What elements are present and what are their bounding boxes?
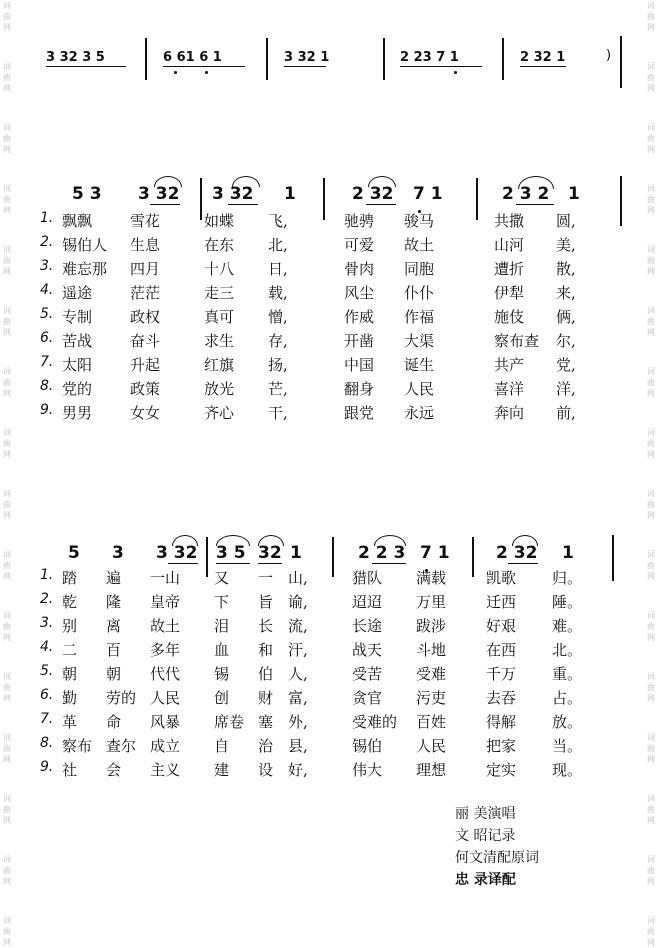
intro-measure-1: 3 32 3 5: [46, 50, 105, 65]
watermark-text: 词曲网: [3, 489, 11, 520]
lyric-segment: 诞生: [404, 356, 435, 374]
lyric-segment: 难忘那: [62, 260, 108, 278]
lyric-segment: 一山: [150, 569, 181, 587]
watermark-text: 词曲网: [647, 123, 655, 154]
lyric-segment: 求生: [204, 332, 235, 350]
lyric-segment: 作福: [404, 308, 435, 326]
low-dot: [174, 71, 177, 74]
lyric-segment: 来,: [556, 284, 576, 302]
lyric-segment: 存,: [268, 332, 288, 350]
lyric-segment: 飞,: [268, 212, 288, 230]
lyric-segment: 山河: [494, 236, 525, 254]
watermark-text: 词曲网: [647, 428, 655, 459]
lyric-segment: 自: [214, 737, 230, 755]
note-group: 7 1: [420, 543, 450, 563]
barline: [200, 178, 202, 220]
note-group: 3 32: [138, 184, 180, 204]
verse-number: 3.: [40, 615, 54, 631]
lyric-segment: 可爱: [344, 236, 375, 254]
lyric-segment: 占。: [552, 689, 583, 707]
lyric-segment: 凯歌: [486, 569, 517, 587]
lyric-segment: 故土: [404, 236, 435, 254]
intro-end-mark: ): [606, 48, 612, 63]
beam: [400, 66, 482, 67]
lyric-segment: 洋,: [556, 380, 576, 398]
lyric-segment: 受难的: [352, 713, 398, 731]
lyric-segment: 现。: [552, 761, 583, 779]
lyric-segment: 风尘: [344, 284, 375, 302]
barline: [620, 36, 622, 88]
barline: [502, 38, 504, 80]
watermark-text: 词曲网: [647, 245, 655, 276]
note-group: 2 32: [352, 184, 394, 204]
lyric-segment: 受难: [416, 665, 447, 683]
slur: [518, 176, 554, 189]
watermark-text: 词曲网: [3, 794, 11, 825]
lyric-segment: 好,: [288, 761, 308, 779]
beam: [228, 204, 258, 205]
watermark-text: 词曲网: [647, 550, 655, 581]
lyric-segment: 劳的: [106, 689, 137, 707]
barline: [323, 178, 325, 220]
watermark-text: 词曲网: [647, 672, 655, 703]
credits: [455, 803, 645, 891]
verse-number: 8.: [40, 378, 54, 394]
lyric-segment: 翻身: [344, 380, 375, 398]
lyric-segment: 二: [62, 641, 78, 659]
verse-number: 8.: [40, 735, 54, 751]
lyric-segment: 难。: [552, 617, 583, 635]
verse-number: 1.: [40, 567, 54, 583]
lyric-segment: 锡: [214, 665, 230, 683]
lyric-segment: 政权: [130, 308, 161, 326]
lyric-segment: 散,: [556, 260, 576, 278]
lyric-segment: 长: [258, 617, 274, 635]
watermark-text: 词曲网: [3, 367, 11, 398]
lyric-segment: 下: [214, 593, 230, 611]
barline: [612, 535, 614, 581]
watermark-text: 词曲网: [647, 794, 655, 825]
lyric-segment: 驰骋: [344, 212, 375, 230]
watermark-right: [644, 0, 658, 947]
lyric-segment: 去吞: [486, 689, 517, 707]
lyric-segment: 泪: [214, 617, 230, 635]
lyric-segment: 重。: [552, 665, 583, 683]
lyric-segment: 伊犁: [494, 284, 525, 302]
lyric-segment: 放光: [204, 380, 235, 398]
watermark-text: 词曲网: [3, 184, 11, 215]
lyric-segment: 斗地: [416, 641, 447, 659]
verse-number: 4.: [40, 639, 54, 655]
note-group: 1: [284, 184, 296, 204]
lyric-segment: 定实: [486, 761, 517, 779]
slur: [368, 176, 396, 187]
beam: [258, 563, 282, 564]
lyric-segment: 美,: [556, 236, 576, 254]
lyric-segment: 朝: [62, 665, 78, 683]
verse-number: 5.: [40, 306, 54, 322]
beam: [372, 563, 406, 564]
lyric-segment: 北,: [268, 236, 288, 254]
lyric-segment: 旨: [258, 593, 274, 611]
verse-number: 9.: [40, 402, 54, 418]
barline: [145, 38, 147, 80]
slur: [374, 535, 406, 546]
credit-recorder: 文 昭记录: [455, 828, 516, 844]
note-group: 3 5: [216, 543, 246, 563]
watermark-text: 词曲网: [3, 428, 11, 459]
lyric-segment: 芒,: [268, 380, 288, 398]
lyric-segment: 中国: [344, 356, 375, 374]
barline: [206, 537, 208, 577]
lyric-segment: 遍: [106, 569, 122, 587]
lyric-segment: 皇帝: [150, 593, 181, 611]
lyric-segment: 乾: [62, 593, 78, 611]
lyric-segment: 如蝶: [204, 212, 235, 230]
watermark-text: 词曲网: [647, 916, 655, 947]
slur: [216, 535, 250, 546]
lyric-segment: 在西: [486, 641, 517, 659]
lyric-segment: 茫茫: [130, 284, 161, 302]
verse-number: 4.: [40, 282, 54, 298]
lyric-segment: 归。: [552, 569, 583, 587]
lyric-segment: 谕,: [288, 593, 308, 611]
lyric-segment: 锡伯人: [62, 236, 108, 254]
lyric-segment: 汗,: [288, 641, 308, 659]
barline: [620, 176, 622, 226]
lyric-segment: 猎队: [352, 569, 383, 587]
lyric-segment: 查尔: [106, 737, 137, 755]
lyric-segment: 主义: [150, 761, 181, 779]
lyric-segment: 席卷: [214, 713, 245, 731]
beam: [366, 204, 396, 205]
lyric-segment: 满载: [416, 569, 447, 587]
lyric-segment: 日,: [268, 260, 288, 278]
credit-lyricist: 何文清配原词: [455, 850, 539, 866]
watermark-text: 词曲网: [3, 672, 11, 703]
lyric-segment: 作威: [344, 308, 375, 326]
lyric-segment: 富,: [288, 689, 308, 707]
watermark-text: 词曲网: [3, 611, 11, 642]
lyric-segment: 北。: [552, 641, 583, 659]
note-group: 1: [290, 543, 302, 563]
verse-number: 3.: [40, 258, 54, 274]
lyric-segment: 开凿: [344, 332, 375, 350]
watermark-text: 词曲网: [647, 184, 655, 215]
lyric-segment: 红旗: [204, 356, 235, 374]
lyric-segment: 迁西: [486, 593, 517, 611]
lyric-segment: 载,: [268, 284, 288, 302]
verse-number: 2.: [40, 591, 54, 607]
verse-number: 1.: [40, 210, 54, 226]
lyric-segment: 受苦: [352, 665, 383, 683]
slur: [172, 535, 198, 546]
verse-number: 6.: [40, 330, 54, 346]
watermark-text: 词曲网: [647, 306, 655, 337]
lyric-segment: 俩,: [556, 308, 576, 326]
lyric-segment: 建: [214, 761, 230, 779]
lyric-segment: 憎,: [268, 308, 288, 326]
watermark-text: 词曲网: [3, 916, 11, 947]
lyric-segment: 百姓: [416, 713, 447, 731]
lyric-segment: 共产: [494, 356, 525, 374]
watermark-text: 词曲网: [647, 489, 655, 520]
watermark-text: 词曲网: [3, 62, 11, 93]
lyric-segment: 男男: [62, 404, 93, 422]
beam: [46, 66, 126, 67]
barline: [332, 537, 334, 577]
lyric-segment: 雪花: [130, 212, 161, 230]
lyric-segment: 别: [62, 617, 78, 635]
beam: [284, 66, 326, 67]
lyric-segment: 外,: [288, 713, 308, 731]
lyric-segment: 在东: [204, 236, 235, 254]
note-group: 3: [112, 543, 124, 563]
lyric-segment: 风暴: [150, 713, 181, 731]
watermark-text: 词曲网: [3, 1, 11, 32]
watermark-text: 词曲网: [3, 123, 11, 154]
lyric-segment: 一: [258, 569, 274, 587]
beam: [508, 563, 538, 564]
lyric-segment: 离: [106, 617, 122, 635]
beam: [163, 66, 245, 67]
watermark-text: 词曲网: [647, 62, 655, 93]
lyric-segment: 党的: [62, 380, 93, 398]
note-group: 7 1: [413, 184, 443, 204]
lyric-segment: 奋斗: [130, 332, 161, 350]
note-group: 3 32: [212, 184, 254, 204]
lyric-segment: 大渠: [404, 332, 435, 350]
note-group: 5 3: [72, 184, 102, 204]
watermark-left: [0, 0, 14, 947]
lyric-segment: 遥途: [62, 284, 93, 302]
lyric-segment: 扬,: [268, 356, 288, 374]
lyric-segment: 骏马: [404, 212, 435, 230]
lyric-segment: 圆,: [556, 212, 576, 230]
lyric-segment: 伯: [258, 665, 274, 683]
lyric-segment: 齐心: [204, 404, 235, 422]
lyric-segment: 长途: [352, 617, 383, 635]
lyric-segment: 专制: [62, 308, 93, 326]
lyric-segment: 故土: [150, 617, 181, 635]
lyric-segment: 会: [106, 761, 122, 779]
slur: [232, 176, 260, 187]
intro-measure-3: 3 32 1: [284, 50, 330, 65]
lyric-segment: 百: [106, 641, 122, 659]
lyric-segment: 得解: [486, 713, 517, 731]
lyric-segment: 奔向: [494, 404, 525, 422]
lyric-segment: 人,: [288, 665, 308, 683]
watermark-text: 词曲网: [3, 306, 11, 337]
note-group: 32: [258, 543, 282, 563]
verse-number: 9.: [40, 759, 54, 775]
credit-singer: 丽 美演唱: [455, 806, 516, 822]
lyric-segment: 设: [258, 761, 274, 779]
slur: [258, 535, 284, 546]
verse-number: 6.: [40, 687, 54, 703]
lyric-segment: 放。: [552, 713, 583, 731]
verse-number: 7.: [40, 354, 54, 370]
watermark-text: 词曲网: [647, 855, 655, 886]
lyric-segment: 好艰: [486, 617, 517, 635]
lyric-segment: 喜洋: [494, 380, 525, 398]
note-group: 3 32: [156, 543, 198, 563]
lyric-segment: 陲。: [552, 593, 583, 611]
note-group: 2 3 2: [502, 184, 550, 204]
lyric-segment: 塞: [258, 713, 274, 731]
lyric-segment: 女女: [130, 404, 161, 422]
lyric-segment: 勤: [62, 689, 78, 707]
verse-number: 5.: [40, 663, 54, 679]
lyric-segment: 山,: [288, 569, 308, 587]
lyric-segment: 迢迢: [352, 593, 383, 611]
lyric-segment: 苦战: [62, 332, 93, 350]
lyric-segment: 财: [258, 689, 274, 707]
slur: [512, 535, 538, 546]
lyric-segment: 干,: [268, 404, 288, 422]
lyric-segment: 升起: [130, 356, 161, 374]
lyric-segment: 朝: [106, 665, 122, 683]
note-group: 5: [68, 543, 80, 563]
lyric-segment: 人民: [416, 737, 447, 755]
lyric-segment: 伟大: [352, 761, 383, 779]
lyric-segment: 当。: [552, 737, 583, 755]
lyric-segment: 永远: [404, 404, 435, 422]
beam: [520, 66, 566, 67]
lyric-segment: 跋涉: [416, 617, 447, 635]
lyric-segment: 察布查: [494, 332, 540, 350]
lyric-segment: 又: [214, 569, 230, 587]
lyric-segment: 流,: [288, 617, 308, 635]
lyric-segment: 和: [258, 641, 274, 659]
note-group: 1: [568, 184, 580, 204]
lyric-segment: 治: [258, 737, 274, 755]
lyric-segment: 察布: [62, 737, 93, 755]
intro-measure-5: 2 32 1: [520, 50, 566, 65]
lyric-segment: 创: [214, 689, 230, 707]
watermark-text: 词曲网: [647, 367, 655, 398]
lyric-segment: 施伎: [494, 308, 525, 326]
lyric-segment: 党,: [556, 356, 576, 374]
barline: [383, 38, 385, 80]
intro-measure-2: 6 61 6 1: [163, 50, 222, 65]
lyric-segment: 十八: [204, 260, 235, 278]
lyric-segment: 走三: [204, 284, 235, 302]
lyric-segment: 代代: [150, 665, 181, 683]
watermark-text: 词曲网: [3, 245, 11, 276]
lyric-segment: 污吏: [416, 689, 447, 707]
lyric-segment: 锡伯: [352, 737, 383, 755]
lyric-segment: 遭折: [494, 260, 525, 278]
verse-number: 2.: [40, 234, 54, 250]
slur: [154, 176, 182, 187]
barline: [472, 537, 474, 577]
lyric-segment: 骨肉: [344, 260, 375, 278]
lyric-segment: 隆: [106, 593, 122, 611]
watermark-text: 词曲网: [647, 733, 655, 764]
lyric-segment: 千万: [486, 665, 517, 683]
lyric-segment: 踏: [62, 569, 78, 587]
beam: [516, 204, 554, 205]
barline: [266, 38, 268, 80]
note-group: 1: [562, 543, 574, 563]
note-group: 2 2 3: [358, 543, 406, 563]
note-group: 2 32: [496, 543, 538, 563]
lyric-segment: 仆仆: [404, 284, 435, 302]
lyric-segment: 飘飘: [62, 212, 93, 230]
credit-translator: 忠 录译配: [455, 872, 516, 888]
lyric-segment: 生息: [130, 236, 161, 254]
lyric-segment: 贪官: [352, 689, 383, 707]
lyric-segment: 跟党: [344, 404, 375, 422]
lyric-segment: 四月: [130, 260, 161, 278]
watermark-text: 词曲网: [647, 611, 655, 642]
lyric-segment: 血: [214, 641, 230, 659]
lyric-segment: 共撒: [494, 212, 525, 230]
beam: [150, 204, 180, 205]
lyric-segment: 太阳: [62, 356, 93, 374]
lyric-segment: 尔,: [556, 332, 576, 350]
intro-measure-4: 2 23 7 1: [400, 50, 459, 65]
lyric-segment: 战天: [352, 641, 383, 659]
lyric-segment: 政策: [130, 380, 161, 398]
beam: [216, 563, 250, 564]
lyric-segment: 革: [62, 713, 78, 731]
barline: [476, 178, 478, 220]
lyric-segment: 真可: [204, 308, 235, 326]
lyric-segment: 万里: [416, 593, 447, 611]
lyric-segment: 人民: [150, 689, 181, 707]
watermark-text: 词曲网: [3, 733, 11, 764]
beam: [168, 563, 198, 564]
lyric-segment: 县,: [288, 737, 308, 755]
lyric-segment: 把家: [486, 737, 517, 755]
watermark-text: 词曲网: [3, 855, 11, 886]
lyric-segment: 同胞: [404, 260, 435, 278]
low-dot: [454, 71, 457, 74]
lyric-segment: 前,: [556, 404, 576, 422]
lyric-segment: 成立: [150, 737, 181, 755]
watermark-text: 词曲网: [3, 550, 11, 581]
lyric-segment: 人民: [404, 380, 435, 398]
low-dot: [205, 71, 208, 74]
lyric-segment: 理想: [416, 761, 447, 779]
watermark-text: 词曲网: [647, 1, 655, 32]
lyric-segment: 社: [62, 761, 78, 779]
verse-number: 7.: [40, 711, 54, 727]
lyric-segment: 命: [106, 713, 122, 731]
lyric-segment: 多年: [150, 641, 181, 659]
